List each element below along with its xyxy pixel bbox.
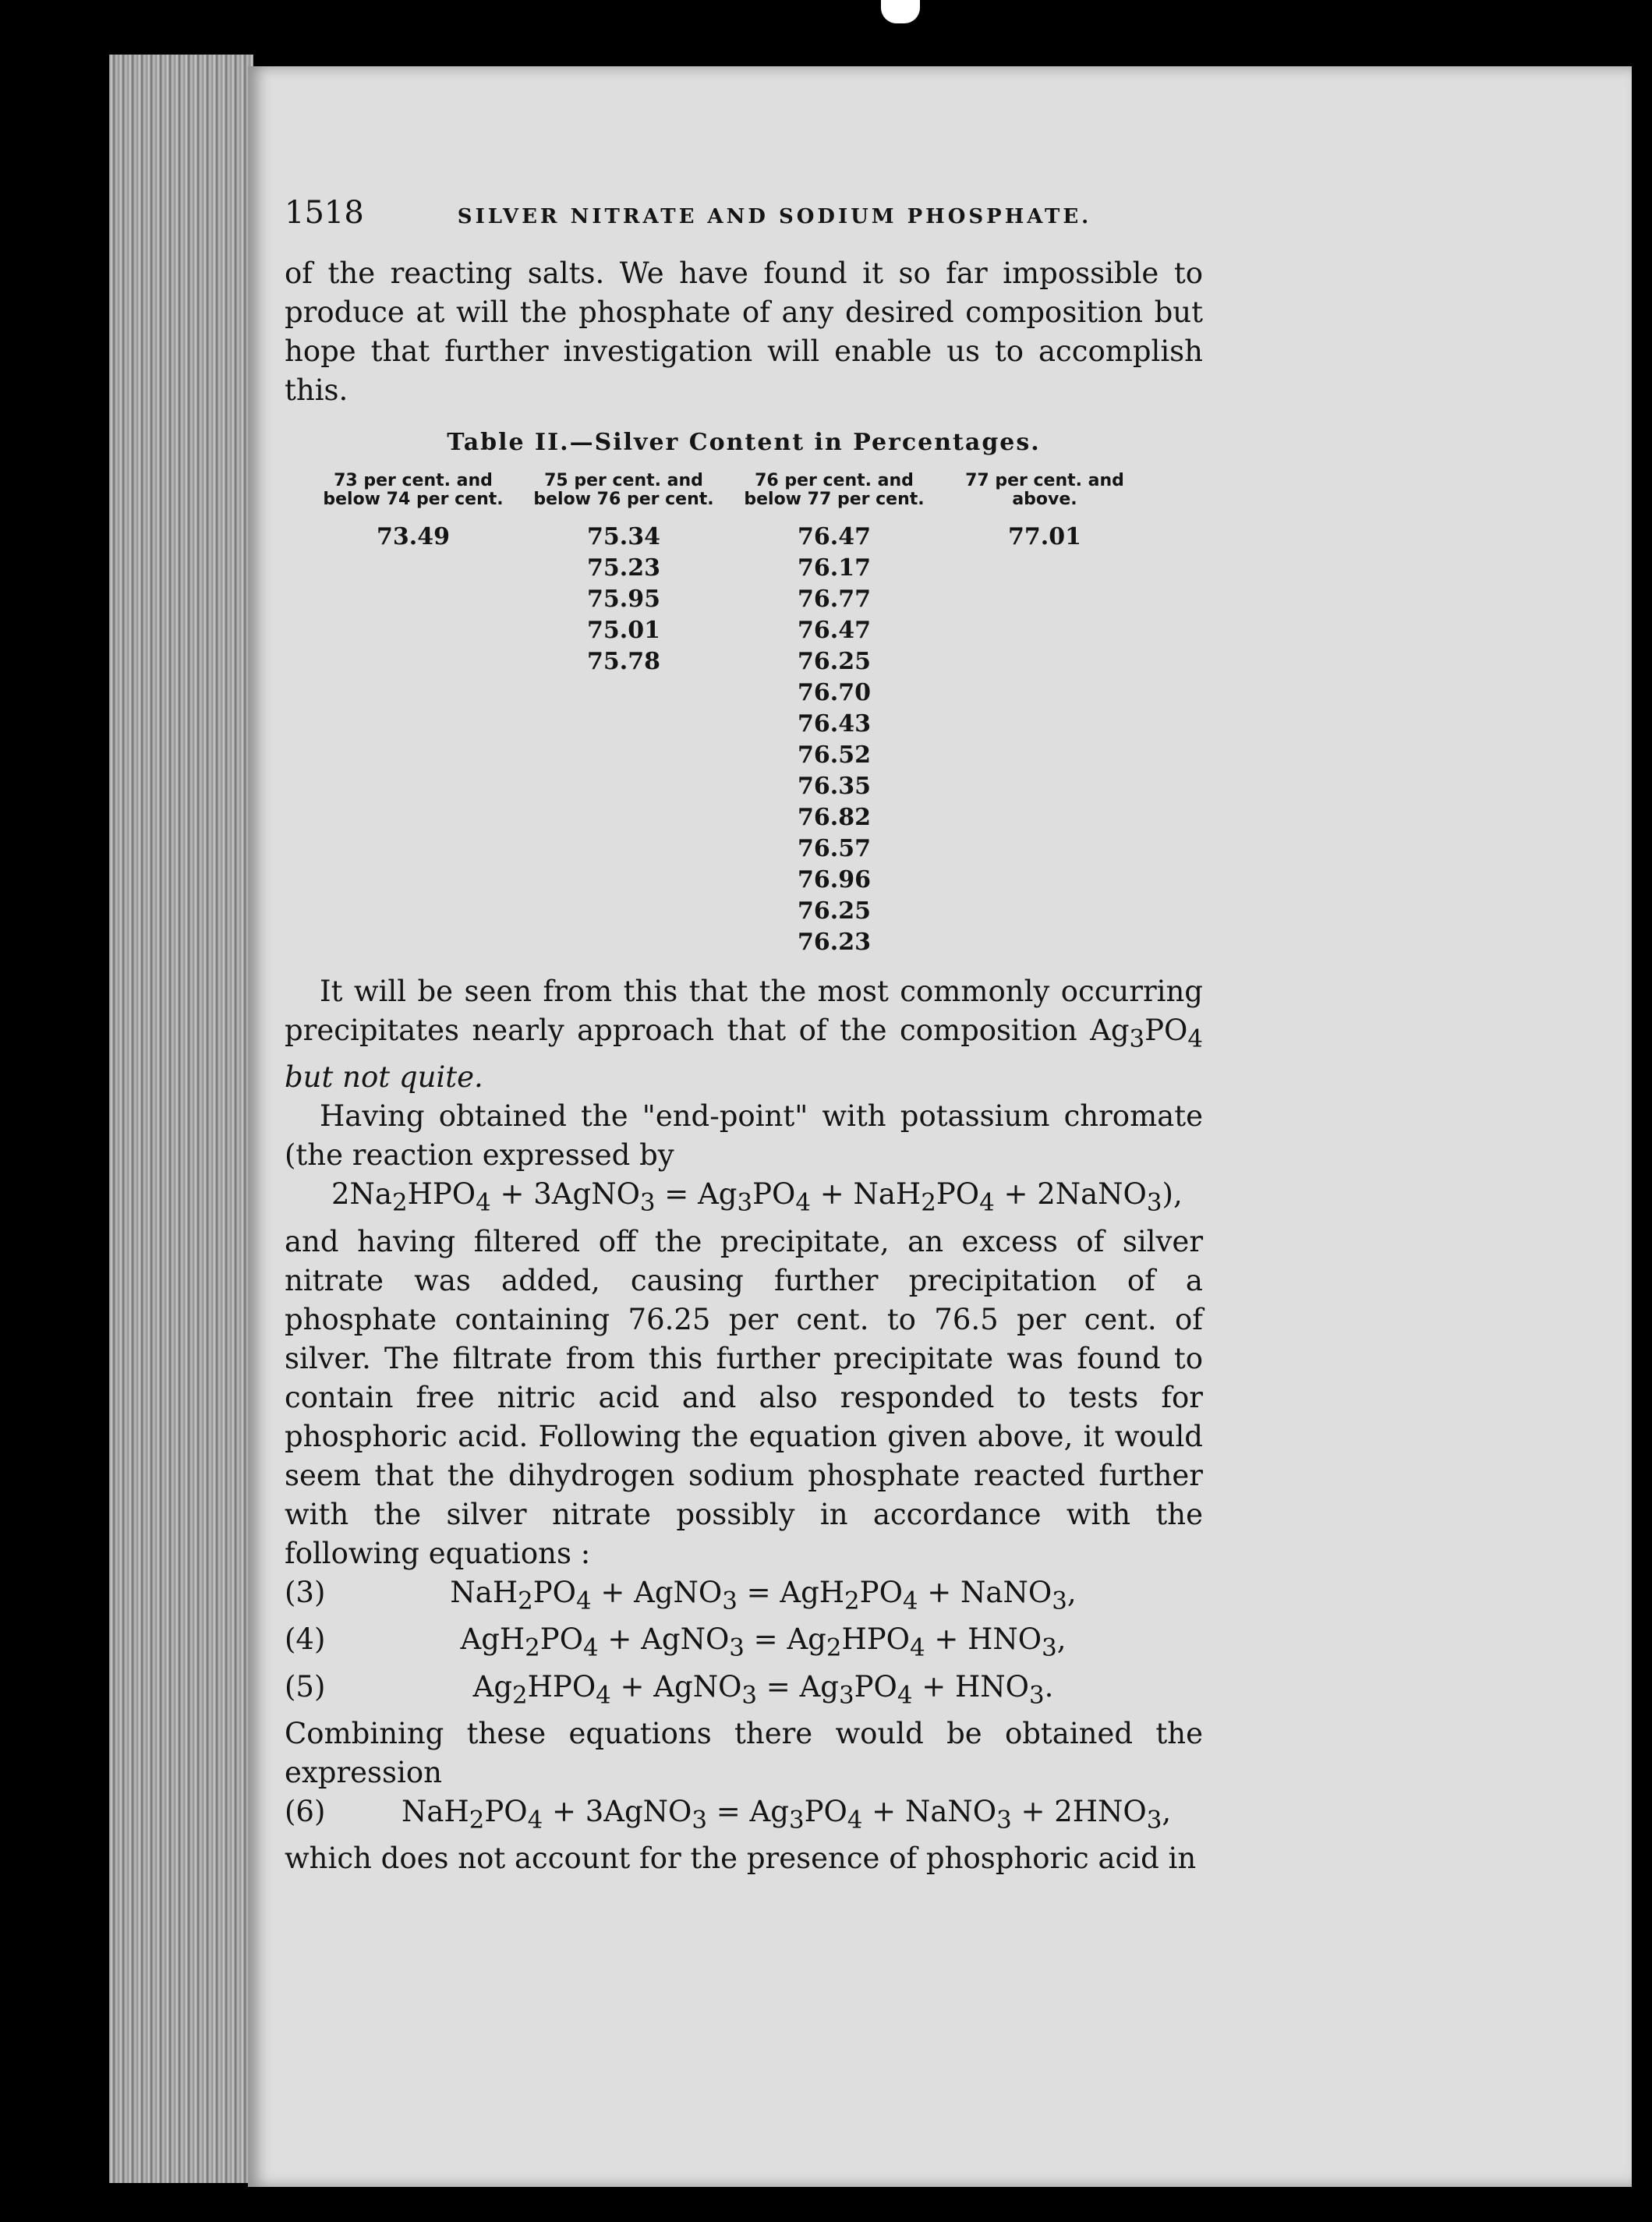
silver-content-table bbox=[308, 472, 1203, 958]
table-cell: 76.47 bbox=[798, 617, 871, 644]
table-cell: 76.96 bbox=[798, 866, 871, 893]
table-cell: 76.25 bbox=[798, 897, 871, 925]
equation-6: (6) $NaH_2PO_4$ + 3AgNO$_3$ = $Ag_3PO_4$ + NaNO$_3$ + $2HNO_3$, bbox=[285, 1792, 1203, 1839]
table-cell: 76.35 bbox=[798, 773, 871, 800]
paragraph-2: It will be seen from this that the most commonly occurring precipitates nearly approach that of the composition $Ag_3PO_4$ but not quite. bbox=[285, 975, 1203, 1095]
table-column-77 bbox=[939, 472, 1150, 958]
paragraph-1: of the reacting salts. We have found it so far impossible to produce at will the phosphate of any desired composition but hope that further investigation will enable us to accomplish this. bbox=[285, 257, 1203, 407]
column-heading: 76 per cent. and below 77 per cent. bbox=[744, 471, 925, 509]
table-cell: 75.23 bbox=[587, 554, 660, 582]
paragraph-2-text: It will be seen from this that the most commonly occurring precipitates nearly approach that of the composition Ag bbox=[285, 975, 1203, 1047]
page-number: 1518 bbox=[285, 195, 364, 231]
paragraph-4: Combining these equations there would be obtained the expression bbox=[285, 1716, 1203, 1789]
table-column-75 bbox=[518, 472, 729, 958]
table-cell: 75.01 bbox=[587, 617, 660, 644]
table-cell: 76.47 bbox=[798, 523, 871, 550]
paragraph-3-intro: Having obtained the "end-point" with potassium chromate (the reaction expressed by bbox=[285, 1099, 1203, 1173]
table-cell: 77.01 bbox=[1008, 523, 1081, 550]
paragraph-5: which does not account for the presence of phosphoric acid in bbox=[285, 1842, 1197, 1876]
equation-5: (5) $Ag_2HPO_4$ + AgNO$_3$ = $Ag_3PO_4 + HNO_3$. bbox=[285, 1668, 1203, 1714]
table-cell: 76.82 bbox=[798, 804, 871, 831]
table-cell: 76.77 bbox=[798, 586, 871, 613]
page-text bbox=[285, 195, 1203, 1878]
binding-mark bbox=[881, 0, 920, 23]
table-cell: 75.95 bbox=[587, 586, 660, 613]
running-head: SILVER NITRATE AND SODIUM PHOSPHATE. bbox=[457, 205, 1092, 228]
table-cell: 76.17 bbox=[798, 554, 871, 582]
table-cell: 75.34 bbox=[587, 523, 660, 550]
page-header bbox=[285, 195, 1203, 231]
table-cell: 75.78 bbox=[587, 648, 660, 675]
table-column-76 bbox=[729, 472, 939, 958]
table-cell: 76.70 bbox=[798, 679, 871, 706]
paragraph-3: and having filtered off the precipitate, an excess of silver nitrate was added, causing further precipitation of a phosphate containing 76.25 per cent. to 76.5 per cent. of silver. The filtrate from this further precipitate was found to contain free nitric acid and also responded to tests for phosphoric acid. Following the equation given above, it would seem that the dihydrogen sodium phosphate reacted further with the silver nitrate possibly in accordance with the following equations : bbox=[285, 1224, 1203, 1570]
table-caption: Table II.—Silver Content in Percentages. bbox=[447, 429, 1041, 456]
equation-number: (4) bbox=[285, 1622, 326, 1657]
paragraph-2-emphasis: but not quite. bbox=[285, 1060, 483, 1095]
table-cell: 76.43 bbox=[798, 710, 871, 738]
table-cell: 76.23 bbox=[798, 929, 871, 956]
table-cell: 76.57 bbox=[798, 835, 871, 862]
column-heading: 75 per cent. and below 76 per cent. bbox=[533, 471, 714, 509]
equation-number: (3) bbox=[285, 1575, 326, 1609]
equation-4: (4) $AgH_2PO_4$ + AgNO$_3$ = $Ag_2HPO_4 + HNO_3$, bbox=[285, 1620, 1203, 1667]
equation-number: (5) bbox=[285, 1669, 326, 1704]
equation-3: (3) $NaH_2PO_4$ + AgNO$_3$ = $AgH_2PO_4$ + NaNO$_3$, bbox=[285, 1573, 1203, 1620]
table-column-73 bbox=[308, 472, 518, 958]
column-heading: 77 per cent. and above. bbox=[965, 471, 1124, 509]
column-heading: 73 per cent. and below 74 per cent. bbox=[323, 471, 504, 509]
table-cell: 76.25 bbox=[798, 648, 871, 675]
equation-main: $2Na_2HPO_4$ + 3AgNO$_3$ = $Ag_3PO_4 + NaH_2PO_4$ + 2NaNO$_3$), bbox=[331, 1177, 1183, 1217]
table-cell: 73.49 bbox=[377, 523, 450, 550]
book-fore-edge bbox=[109, 55, 253, 2183]
table-cell: 76.52 bbox=[798, 741, 871, 769]
equation-number: (6) bbox=[285, 1794, 326, 1828]
